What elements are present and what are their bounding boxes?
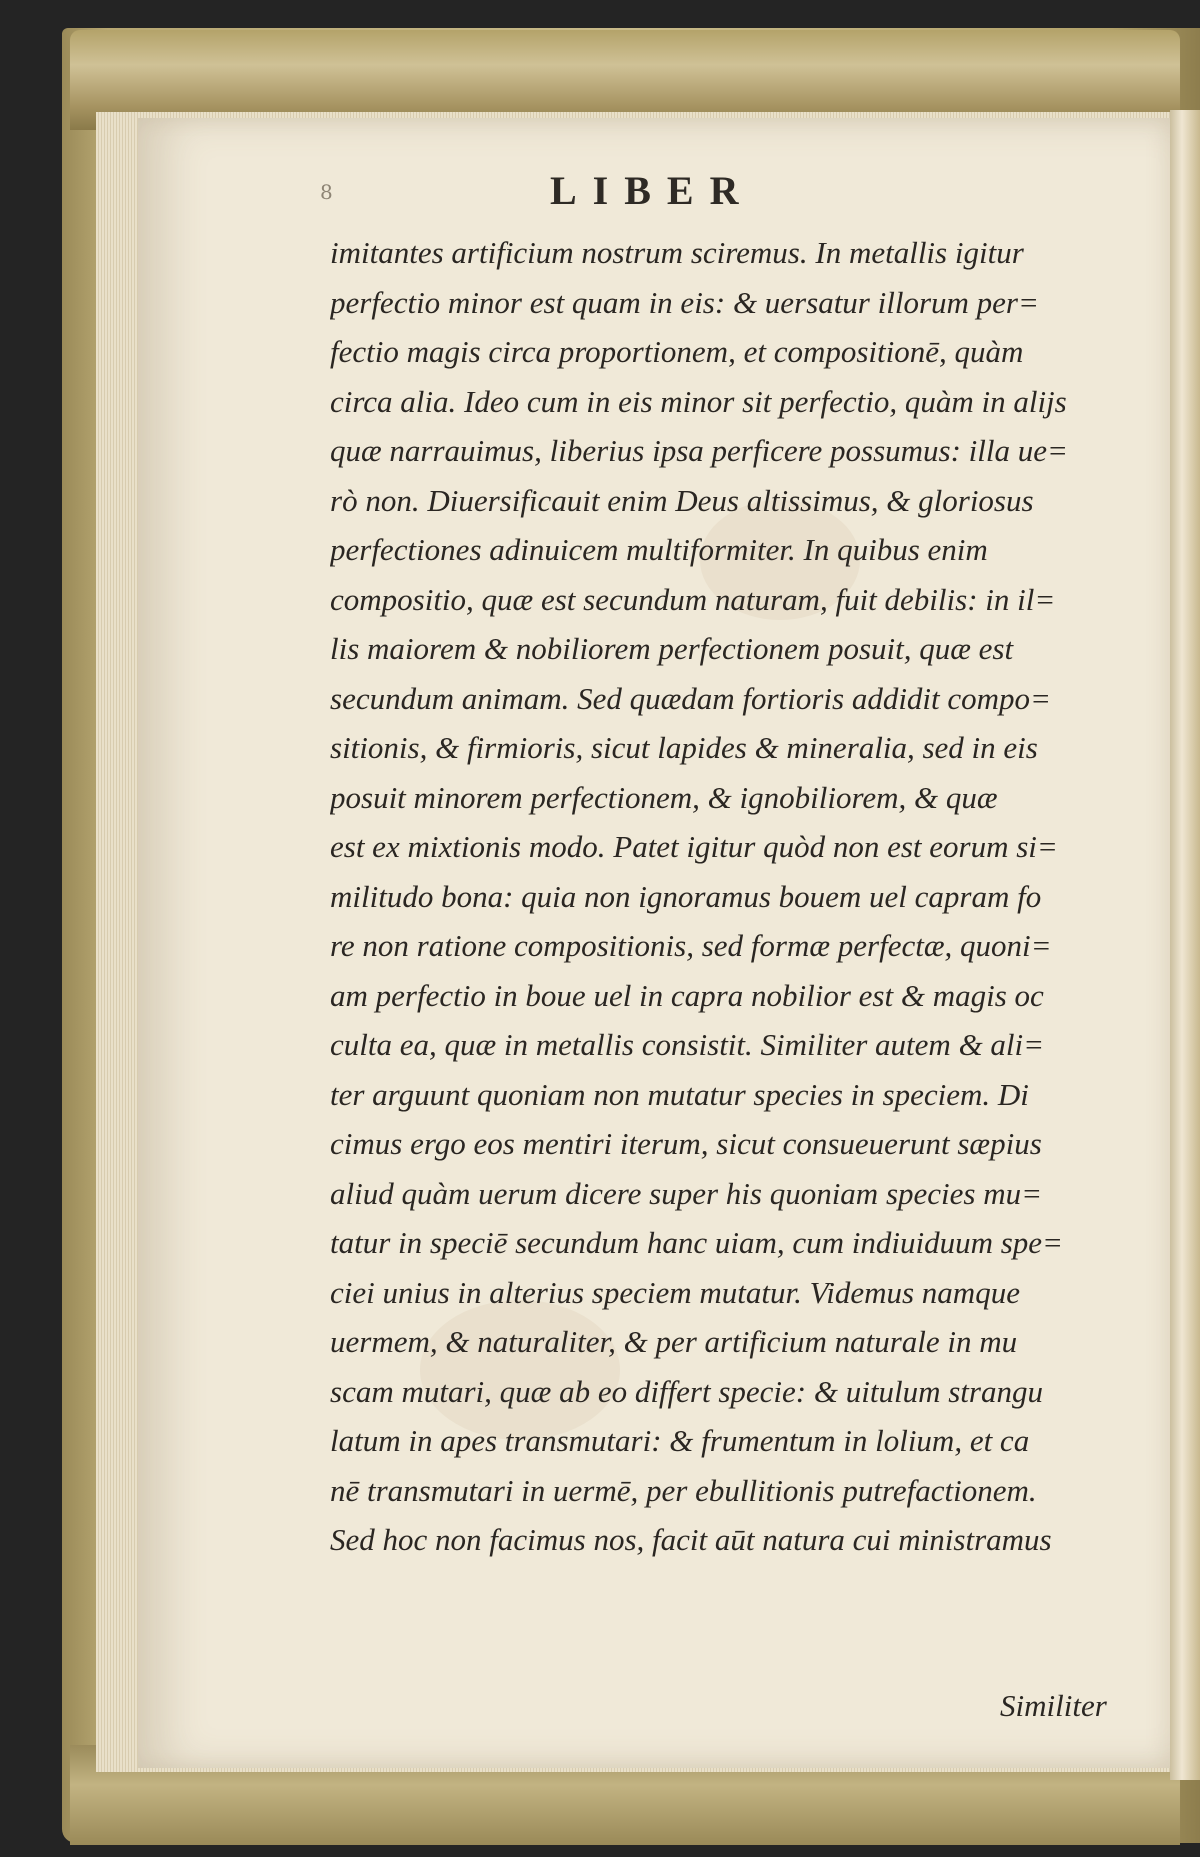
text-line: compositio, quæ est secundum naturam, fuit debilis: in il= xyxy=(330,581,1056,617)
text-line: cimus ergo eos mentiri iterum, sicut consueuerunt sæpius xyxy=(330,1126,1042,1161)
text-line: perfectiones adinuicem multiformiter. In quibus enim xyxy=(330,532,988,567)
text-line: am perfectio in boue uel in capra nobilior est & magis oc xyxy=(330,977,1044,1013)
running-header: LIBER xyxy=(550,168,755,213)
text-line: Sed hoc non facimus nos, facit aūt natura cui ministramus xyxy=(330,1522,1052,1557)
text-line: circa alia. Ideo cum in eis minor sit perfectio, quàm in alijs xyxy=(330,383,1067,419)
text-line: rò non. Diuersificauit enim Deus altissimus, & gloriosus xyxy=(330,482,1034,518)
body-text xyxy=(330,228,1140,1565)
signature-mark: 8 xyxy=(320,180,333,204)
text-line: posuit minorem perfectionem, & ignobiliorem, & quæ xyxy=(330,779,998,815)
text-line: imitantes artificium nostrum sciremus. In metallis igitur xyxy=(330,235,1024,270)
text-line: uermem, & naturaliter, & per artificium naturale in mu xyxy=(330,1324,1018,1359)
text-line: quæ narrauimus, liberius ipsa perficere possumus: illa ue= xyxy=(330,433,1068,468)
text-line: aliud quàm uerum dicere super his quoniam species mu= xyxy=(330,1175,1043,1211)
text-line: tatur in speciē secundum hanc uiam, cum indiuiduum spe= xyxy=(330,1225,1063,1260)
right-page-leaves xyxy=(1170,110,1200,1780)
text-line: scam mutari, quæ ab eo differt specie: & uitulum strangu xyxy=(330,1373,1043,1409)
text-line: ciei unius in alterius speciem mutatur. Videmus namque xyxy=(330,1274,1020,1310)
text-line: fectio magis circa proportionem, et compositionē, quàm xyxy=(330,334,1024,369)
text-line: secundum animam. Sed quædam fortioris addidit compo= xyxy=(330,680,1051,716)
text-line: militudo bona: quia non ignoramus bouem uel capram fo xyxy=(330,878,1042,914)
text-line: perfectio minor est quam in eis: & uersatur illorum per= xyxy=(330,284,1039,320)
text-line: re non ratione compositionis, sed formæ perfectæ, quoni= xyxy=(330,928,1052,963)
text-line: ter arguunt quoniam non mutatur species in speciem. Di xyxy=(330,1076,1029,1112)
text-line: latum in apes transmutari: & frumentum in lolium, et ca xyxy=(330,1423,1030,1458)
text-line: lis maiorem & nobiliorem perfectionem posuit, quæ est xyxy=(330,631,1014,666)
catchword: Similiter xyxy=(1000,1688,1107,1723)
text-line: sitionis, & firmioris, sicut lapides & mineralia, sed in eis xyxy=(330,730,1038,765)
text-line: culta ea, quæ in metallis consistit. Similiter autem & ali= xyxy=(330,1027,1045,1062)
text-line: est ex mixtionis modo. Patet igitur quòd non est eorum si= xyxy=(330,829,1058,864)
text-line: nē transmutari in uermē, per ebullitionis putrefactionem. xyxy=(330,1472,1037,1508)
